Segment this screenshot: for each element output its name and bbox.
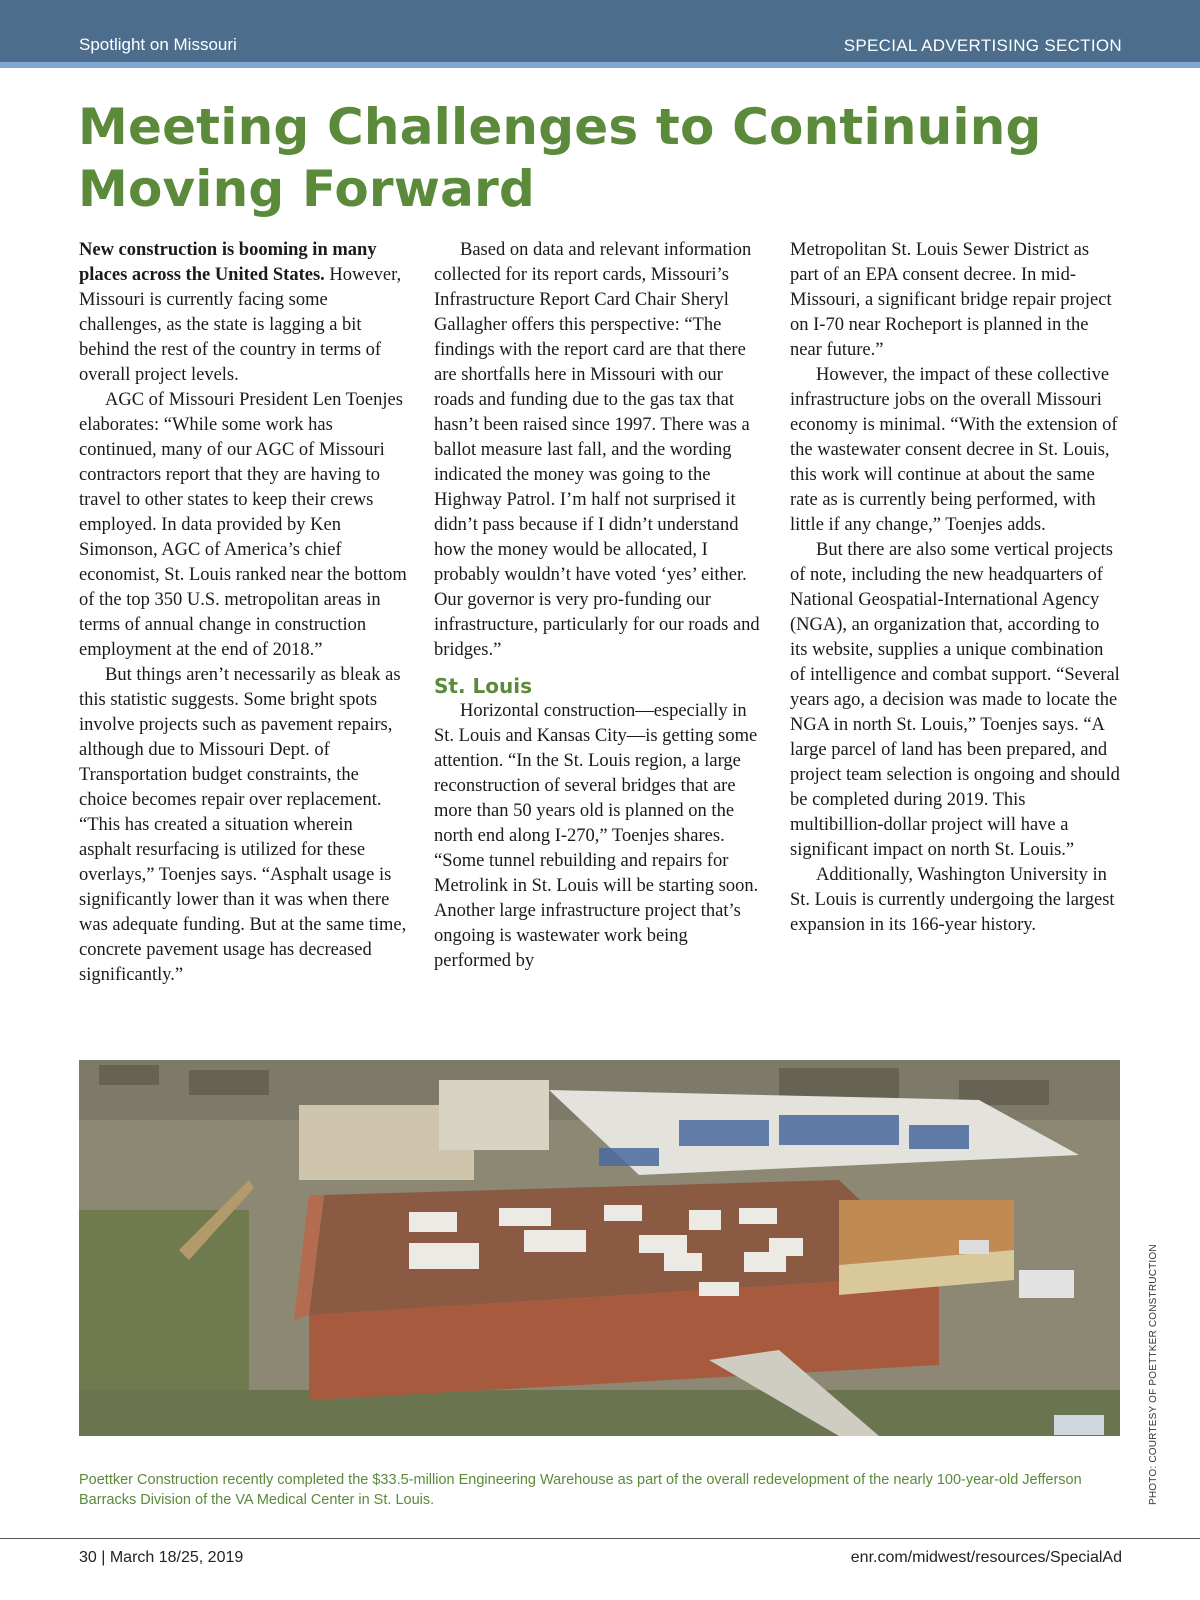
header-bar (0, 0, 1200, 62)
section-name: Spotlight on Missouri (79, 35, 237, 54)
headline-line-1: Meeting Challenges to Continuing (78, 98, 1042, 156)
photo-credit: PHOTO: COURTESY OF POETTKER CONSTRUCTION (1148, 1244, 1159, 1505)
subhead-st-louis: St. Louis (434, 674, 533, 698)
column-2 (434, 238, 764, 974)
paragraph-3: But things aren’t necessarily as bleak as this statistic suggests. Some bright spots involve projects such as pavement repairs, although due to Missouri Dept. of Transportation budget constraints, the choice becomes repair over replacement. “This has created a situation wherein asphalt resurfacing is utilized for these overlays,” Toenjes says. “Asphalt usage is significantly lower than it was when there was adequate funding. But at the same time, concrete pavement usage has decreased significantly.” (79, 665, 407, 985)
page-number-date: 30 | March 18/25, 2019 (79, 1549, 244, 1566)
paragraph-7: But there are also some vertical projects of note, including the new headquarters of National Geospatial-International Agency (NGA), an organization that, according to its website, supplies a unique combination of intelligence and combat support. “Several years ago, a decision was made to locate the NGA in north St. Louis,” Toenjes says. “A large parcel of land has been prepared, and project team selection is ongoing and should be completed during 2019. This multibillion-dollar project will have a significant impact on north St. Louis.” (790, 540, 1120, 860)
lead-text: New construction is booming in many places across the United States. (79, 240, 377, 285)
column-3 (790, 238, 1120, 938)
paragraph-4: Based on data and relevant information collected for its report cards, Missouri’s Infrastructure Report Card Chair Sheryl Gallagher offers this perspective: “The findings with the report card are that there are shortfalls here in Missouri with our roads and funding due to the gas tax that hasn’t been raised since 1997. There was a ballot measure last fall, and the wording indicated the money was going to the Highway Patrol. I’m half not surprised it didn’t pass because if I didn’t understand how the money would be allocated, I probably wouldn’t have voted ‘yes’ either. Our governor is very pro-funding our infrastructure, particularly for our roads and bridges.” (434, 240, 760, 660)
footer-rule (0, 1538, 1200, 1539)
photo-caption: Poettker Construction recently completed the $33.5-million Engineering Warehouse as part of the overall redevelopment of the nearly 100-year-old Jefferson Barracks Division of the VA Medical Center in St. Louis. (79, 1472, 1082, 1508)
paragraph-5: Horizontal construction—especially in St. Louis and Kansas City—is getting some attention. “In the St. Louis region, a large reconstruction of several bridges that are more than 50 years old is planned on the north end along I-270,” Toenjes shares. “Some tunnel rebuilding and repairs for Metrolink in St. Louis will be starting soon. Another large infrastructure project that’s ongoing is wastewater work being performed by (434, 701, 759, 971)
header-accent-line (0, 62, 1200, 68)
paragraph-6: However, the impact of these collective infrastructure jobs on the overall Missouri economy is minimal. “With the extension of the wastewater consent decree in St. Louis, this work will continue at about the same rate as is currently being performed, with little if any change,” Toenjes adds. (790, 365, 1118, 535)
headline-line-2: Moving Forward (78, 160, 535, 218)
paragraph-5-continued: Metropolitan St. Louis Sewer District as part of an EPA consent decree. In mid-Missouri, a significant bridge repair project on I-70 near Rocheport is planned in the near future.” (790, 240, 1112, 360)
footer-url: enr.com/midwest/resources/SpecialAd (850, 1549, 1122, 1566)
column-1 (79, 238, 409, 988)
section-type: SPECIAL ADVERTISING SECTION (843, 36, 1122, 55)
paragraph-1-body: However, Missouri is currently facing some challenges, as the state is lagging a bit behind the rest of the country in terms of overall project levels. (79, 265, 402, 385)
paragraph-8: Additionally, Washington University in St. Louis is currently undergoing the largest expansion in its 166-year history. (790, 865, 1115, 935)
aerial-photo-illustration (79, 1060, 1120, 1436)
paragraph-2: AGC of Missouri President Len Toenjes elaborates: “While some work has continued, many of our AGC of Missouri contractors report that they are having to travel to other states to keep their crews employed. In data provided by Ken Simonson, AGC of America’s chief economist, St. Louis ranked near the bottom of the top 350 U.S. metropolitan areas in terms of annual change in construction employment at the end of 2018.” (79, 390, 407, 660)
paragraph-1 (79, 238, 409, 388)
headline (78, 96, 1118, 220)
aerial-photo (79, 1060, 1120, 1436)
